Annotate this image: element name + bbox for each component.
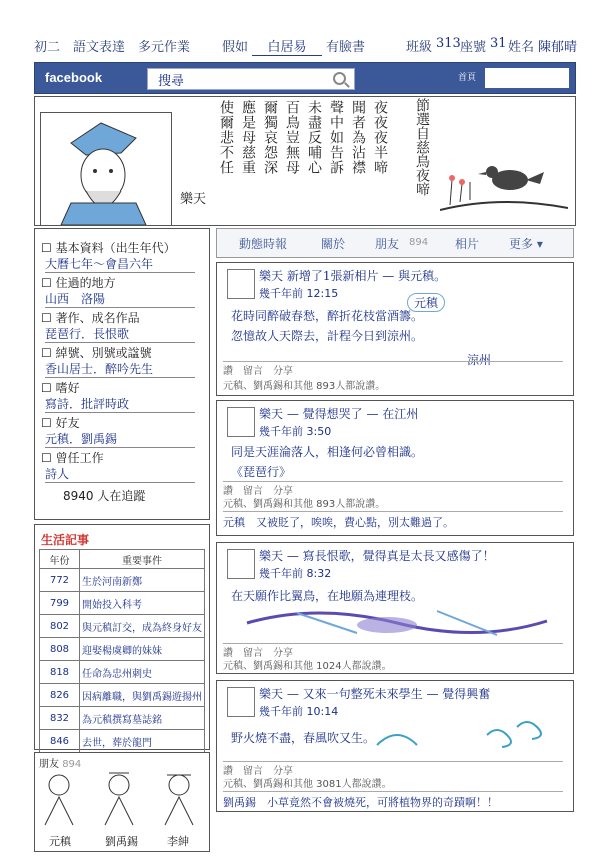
tag-bubble: 元稹 [407,293,445,312]
about-question: ☐ 基本資料（出生年代） [41,241,176,255]
table-row [40,592,205,615]
facebook-logo[interactable]: facebook [45,70,103,85]
post-time: 幾千年前 3:50 [259,425,332,438]
poem-line: 聞者為沾襟 [350,100,366,175]
post-avatar [227,407,255,437]
event-text: 去世，葬於龍門 [80,730,205,753]
event-year: 832 [40,707,80,730]
worksheet-header [0,30,611,60]
about-question: ☐ 著作、成名作品 [41,311,140,325]
table-row [40,661,205,684]
poem-line: 爾獨哀怨深 [262,100,278,175]
place-label: 涼州 [467,353,492,367]
post-likes: 元稹、劉禹錫和其他 1024人都說讚。 [223,661,392,672]
search-text: 搜尋 [158,74,185,89]
about-question: ☐ 好友 [41,416,80,430]
poem-line: 使爾悲不任 [218,100,234,175]
post [216,400,574,536]
post-header: 樂天 新增了1張新相片 — 與元稹。 [259,269,447,283]
event-text: 生於河南新鄭 [80,569,205,592]
table-row [40,638,205,661]
post-text: 野火燒不盡，春風吹又生。 [231,731,376,745]
name-value: 陳郁晴 [538,40,578,55]
col-year: 年份 [40,550,80,569]
post-time: 幾千年前 10:14 [259,705,339,718]
post [216,262,574,396]
facebook-top-bar [34,62,576,94]
post [216,542,574,674]
post-likes: 元稹、劉禹錫和其他 893人都說讚。 [223,499,386,510]
post-actions[interactable]: 讚 留言 分享 [223,361,563,377]
post-actions[interactable]: 讚 留言 分享 [223,643,563,659]
profile-avatar[interactable] [40,112,172,226]
tab-photos[interactable]: 相片 [455,237,480,251]
tab-more[interactable]: 更多 ▾ [509,237,543,251]
life-events-box [34,524,210,750]
wind-grass-drawing [367,715,557,755]
life-events-title: 生活記事 [41,533,90,547]
post-header: 樂天 — 又來一句整死未來學生 — 覺得興奮 [259,687,491,701]
class-value: 313 [436,36,461,51]
poem-title: 節選自慈鳥夜啼 [414,98,430,196]
crow-drawing [440,150,568,220]
post-actions[interactable]: 讚 留言 分享 [223,761,563,777]
seat-label: 座號 [460,40,487,55]
poem-line: 應是母慈重 [240,100,256,175]
poem-line: 未盡反哺心 [306,100,322,175]
friend-name[interactable]: 劉禹錫 [105,835,138,848]
event-text: 迎娶楊虞卿的妹妹 [80,638,205,661]
event-text: 任命為忠州刺史 [80,661,205,684]
about-answer: 元稹．劉禹錫 [45,430,195,448]
bai-juyi-portrait [41,113,171,225]
about-question: ☐ 曾任工作 [41,451,104,465]
event-year: 826 [40,684,80,707]
tab-timeline[interactable]: 動態時報 [239,237,288,251]
search-box[interactable] [147,68,355,90]
class-label: 班級 [406,40,433,55]
post-text: 同是天涯淪落人，相逢何必曾相識。 [231,445,424,459]
post-likes: 元稹、劉禹錫和其他 893人都說讚。 [223,381,386,392]
post-avatar [227,549,255,579]
comment-author[interactable]: 劉禹錫 [223,796,256,809]
poem-line: 百鳥豈無母 [284,100,300,175]
table-row [40,707,205,730]
profile-button[interactable] [485,68,569,88]
table-row [40,615,205,638]
tab-about[interactable]: 關於 [321,237,346,251]
about-answer: 詩人 [45,465,195,483]
name-label: 姓名 [508,40,535,55]
event-year: 818 [40,661,80,684]
friends-box [34,752,210,852]
comment-author[interactable]: 元稹 [223,516,245,529]
post-header: 樂天 — 寫長恨歌，覺得真是太長又感傷了！ [259,549,495,563]
about-answer: 寫詩．批評時政 [45,395,195,413]
post-avatar [227,269,255,299]
tab-friends[interactable]: 朋友 [375,237,400,251]
about-answer: 琵琶行．長恨歌 [45,325,195,343]
fb-label: 有臉書 [326,40,366,55]
post-comment [223,511,563,530]
post-time: 幾千年前 8:32 [259,567,332,580]
friends-portraits [35,765,209,831]
profile-tabs [216,228,574,258]
about-box [34,228,210,520]
comment-text: 又被貶了，唉唉，費心點，別太難過了。 [256,516,454,529]
course-label: 初二 語文表達 多元作業 [34,40,191,55]
poem-line: 夜夜夜半啼 [372,100,388,175]
assume-value: 白居易 [252,36,322,56]
post-text: 忽憶故人天際去，計程今日到涼州。 [231,329,424,343]
friend-name[interactable]: 李紳 [167,835,189,848]
col-event: 重要事件 [80,550,205,569]
friends-box-label: 朋友 894 [39,759,82,770]
event-year: 846 [40,730,80,753]
poem-author: 樂天 [180,192,207,207]
event-text: 與元稹訂交，成為終身好友 [80,615,205,638]
post-actions[interactable]: 讚 留言 分享 [223,481,563,497]
event-year: 808 [40,638,80,661]
search-icon[interactable] [333,72,346,85]
event-year: 802 [40,615,80,638]
post-likes: 元稹、劉禹錫和其他 3081人都說讚。 [223,779,392,790]
about-question: ☐ 綽號、別號或諡號 [41,346,152,360]
poem-line: 聲中如告訴 [328,100,344,175]
about-answer: 山西 洛陽 [45,290,195,308]
event-text: 因病離職，與劉禹錫遊揚州 [80,684,205,707]
table-row [40,569,205,592]
post-text: 在天願作比翼鳥，在地願為連理枝。 [231,589,424,603]
post-header: 樂天 — 覺得想哭了 — 在江州 [259,407,419,421]
seat-value: 31 [490,36,507,51]
assume-label: 假如 [222,40,249,55]
home-button[interactable]: 首頁 [457,73,476,83]
comment-text: 小草竟然不會被燒死，可將植物界的奇蹟啊！！ [267,796,498,809]
birds-drawing [237,603,557,643]
event-text: 開始投入科考 [80,592,205,615]
about-question: ☐ 住過的地方 [41,276,116,290]
friends-count: 894 [409,237,429,248]
about-question: ☐ 嗜好 [41,381,80,395]
post-text: 《琵琶行》 [231,465,292,479]
friend-name[interactable]: 元稹 [49,835,71,848]
event-text: 為元稹撰寫墓誌銘 [80,707,205,730]
post-text: 花時同醉破春愁，醉折花枝當酒籌。 [231,309,424,323]
about-answer: 香山居士．醉吟先生 [45,360,195,378]
table-row [40,684,205,707]
post [216,680,574,812]
life-events-table [39,549,205,753]
event-year: 799 [40,592,80,615]
post-time: 幾千年前 12:15 [259,287,339,300]
event-year: 772 [40,569,80,592]
post-comment [223,791,563,810]
post-avatar [227,687,255,717]
table-row [40,730,205,753]
followers-count: 8940 人在追蹤 [63,489,146,503]
about-answer: 大曆七年～會昌六年 [45,255,195,273]
